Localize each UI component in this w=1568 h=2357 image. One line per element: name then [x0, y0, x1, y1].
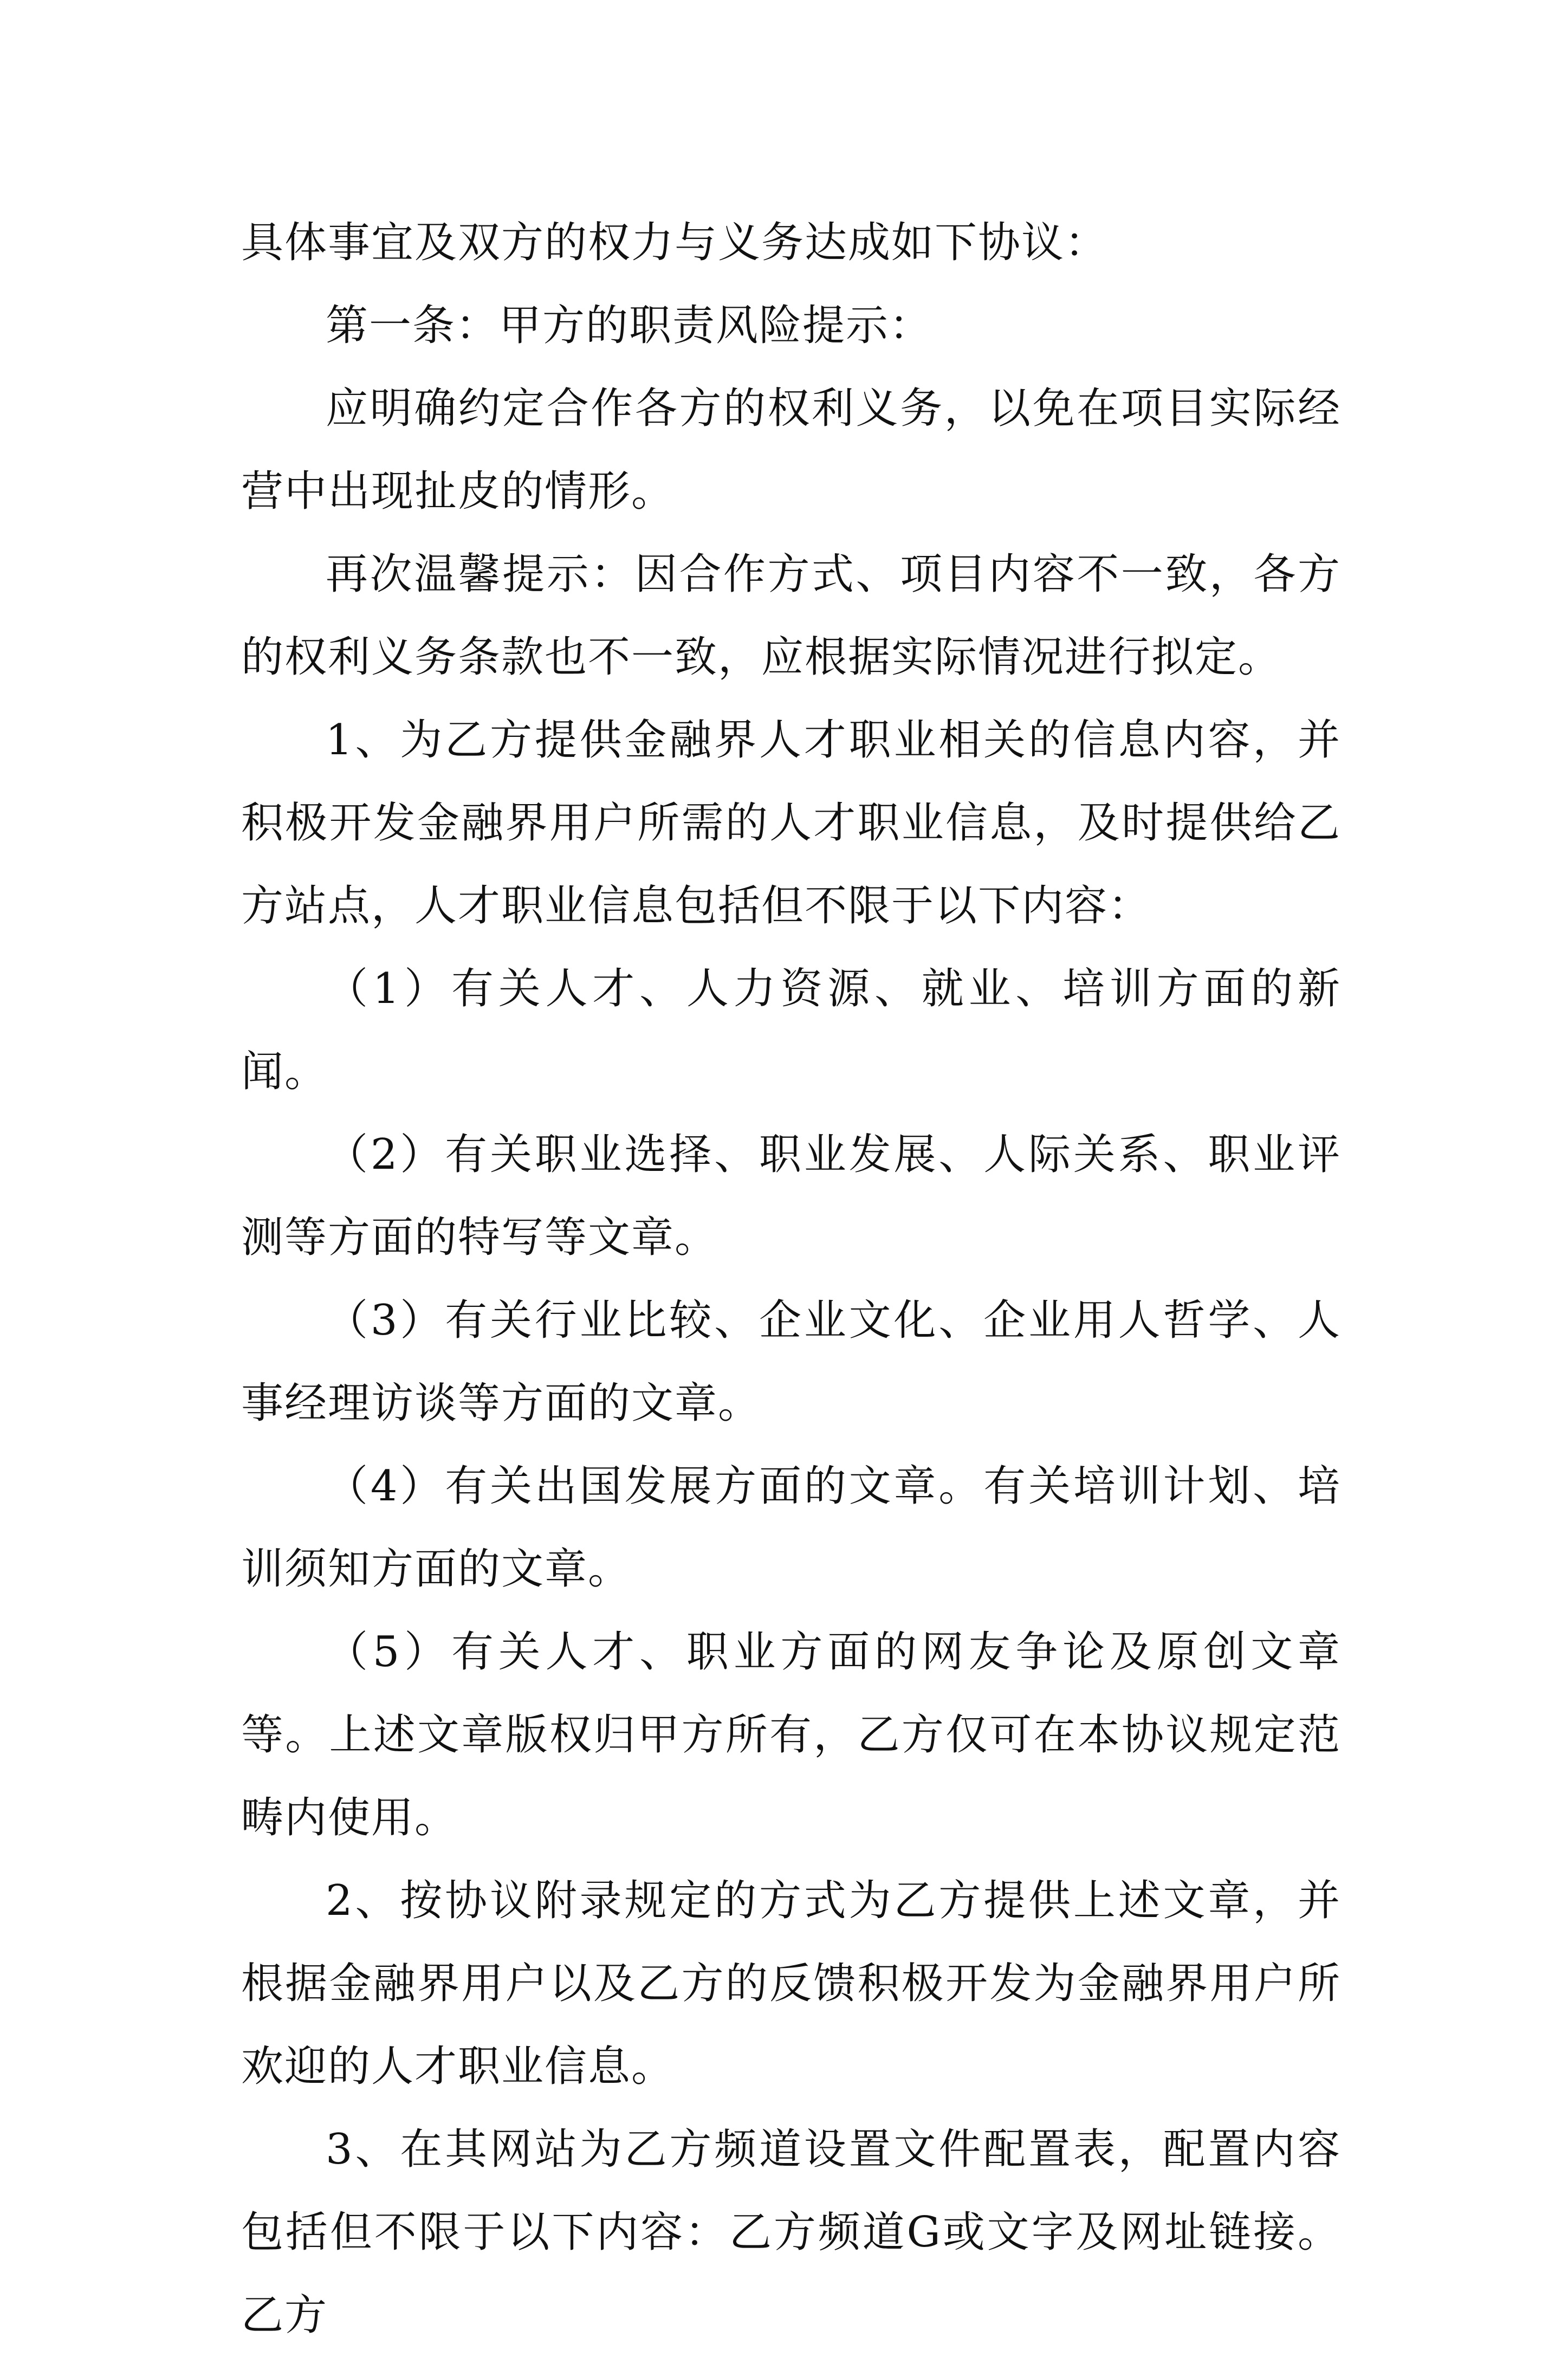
paragraph-clause-1: 1、为乙方提供金融界人才职业相关的信息内容，并积极开发金融界用户所需的人才职业信息，及时提供给乙方站点，人才职业信息包括但不限于以下内容： — [241, 716, 1341, 930]
paragraph-clause-3: 3、在其网站为乙方频道设置文件配置表，配置内容包括但不限于以下内容：乙方频道G或文字及网址链接。乙方 — [241, 2125, 1341, 2340]
paragraph-item-2: （2）有关职业选择、职业发展、人际关系、职业评测等方面的特写等文章。 — [241, 1130, 1341, 1262]
paragraph-rights-note: 应明确约定合作各方的权利义务，以免在项目实际经营中出现扯皮的情形。 — [241, 384, 1341, 516]
paragraph-clause-2: 2、按协议附录规定的方式为乙方提供上述文章，并根据金融界用户以及乙方的反馈积极开发为金融界用户所欢迎的人才职业信息。 — [241, 1876, 1341, 2091]
paragraph-intro: 具体事宜及双方的权力与义务达成如下协议： — [241, 218, 1109, 267]
paragraph-reminder: 再次温馨提示：因合作方式、项目内容不一致，各方的权利义务条款也不一致，应根据实际情况进行拟定。 — [241, 550, 1341, 682]
paragraph-item-4: （4）有关出国发展方面的文章。有关培训计划、培训须知方面的文章。 — [241, 1462, 1341, 1594]
document-body — [241, 202, 1341, 2357]
paragraph-item-5: （5）有关人才、职业方面的网友争论及原创文章等。上述文章版权归甲方所有，乙方仅可在本协议规定范畴内使用。 — [241, 1628, 1341, 1842]
paragraph-item-1: （1）有关人才、人力资源、就业、培训方面的新闻。 — [241, 964, 1341, 1096]
paragraph-item-3: （3）有关行业比较、企业文化、企业用人哲学、人事经理访谈等方面的文章。 — [241, 1296, 1341, 1428]
paragraph-article-one-heading: 第一条：甲方的职责风险提示： — [326, 301, 933, 350]
